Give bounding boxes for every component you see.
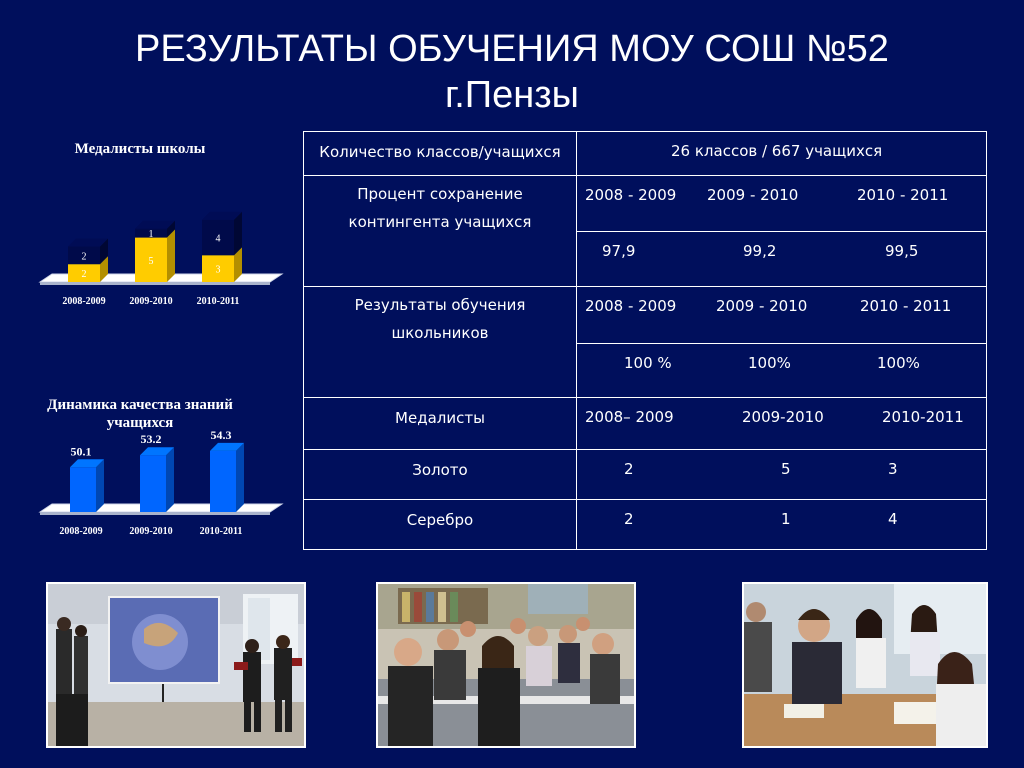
medalists-chart-title: Медалисты школы bbox=[74, 141, 206, 157]
quality-tick-label-3: 2010-2011 bbox=[199, 526, 243, 537]
medalists-tick-label-2: 2009-2010 bbox=[129, 296, 173, 307]
quality-tick-label-1: 2008-2009 bbox=[59, 526, 103, 537]
table-row-results bbox=[304, 287, 987, 344]
retention-value-3: 99,5 bbox=[885, 242, 919, 260]
quality-data-label-1: 50.1 bbox=[70, 444, 92, 459]
quality-tick-label-2: 2009-2010 bbox=[129, 526, 173, 537]
quality-data-label-2: 53.2 bbox=[140, 432, 162, 447]
table-row-classes bbox=[304, 132, 987, 176]
gold-value-2: 5 bbox=[781, 460, 791, 478]
quality-bar-3 bbox=[210, 443, 244, 512]
group-work-photo-image bbox=[744, 584, 986, 746]
medalists-year-3: 2010-2011 bbox=[882, 408, 964, 426]
medalists-data-label-silver-3: 4 bbox=[215, 233, 221, 245]
retention-year-2: 2009 - 2010 bbox=[707, 186, 799, 204]
classroom-photo-image bbox=[378, 584, 634, 746]
chart-floor-edge bbox=[40, 282, 270, 285]
medalists-bar-silver-3 bbox=[202, 212, 242, 256]
silver-value-2: 1 bbox=[781, 510, 791, 528]
retention-year-3: 2010 - 2011 bbox=[857, 186, 949, 204]
retention-year-1: 2008 - 2009 bbox=[585, 186, 677, 204]
quality-bar-1 bbox=[70, 459, 104, 512]
results-label bbox=[304, 287, 577, 398]
quality-chart-title: Динамика качества знаний учащихся bbox=[47, 397, 233, 431]
medalists-tick-label-3: 2010-2011 bbox=[196, 296, 240, 307]
photo-classroom bbox=[376, 582, 636, 748]
retention-label bbox=[304, 176, 577, 287]
classes-label: Количество классов/учащихся bbox=[304, 132, 577, 176]
medalists-data-label-gold-2: 5 bbox=[148, 255, 154, 267]
classes-value: 26 классов / 667 учащихся bbox=[671, 142, 883, 160]
table-row-medalists bbox=[304, 398, 987, 450]
silver-label: Серебро bbox=[304, 500, 577, 550]
results-label-line-2: школьников bbox=[391, 324, 489, 342]
medalists-year-2: 2009-2010 bbox=[742, 408, 824, 426]
retention-label-line-1: Процент сохранение bbox=[357, 185, 523, 203]
quality-bar-2 bbox=[140, 447, 174, 512]
table-row-silver bbox=[304, 500, 987, 550]
results-value-2: 100% bbox=[748, 354, 791, 372]
retention-value-2: 99,2 bbox=[743, 242, 777, 260]
medalists-year-1: 2008– 2009 bbox=[585, 408, 674, 426]
results-year-1: 2008 - 2009 bbox=[585, 297, 677, 315]
silver-value-3: 4 bbox=[888, 510, 898, 528]
table-row-gold bbox=[304, 450, 987, 500]
photo-presentation bbox=[46, 582, 306, 748]
retention-label-line-2: контингента учащихся bbox=[348, 213, 532, 231]
retention-value-1: 97,9 bbox=[602, 242, 636, 260]
gold-value-1: 2 bbox=[624, 460, 634, 478]
medalists-tick-label-1: 2008-2009 bbox=[62, 296, 106, 307]
medalists-data-label-silver-1: 2 bbox=[81, 251, 87, 263]
results-value-1: 100 % bbox=[624, 354, 672, 372]
medalists-data-label-silver-2: 1 bbox=[148, 229, 154, 241]
gold-label: Золото bbox=[304, 450, 577, 500]
medalists-label: Медалисты bbox=[304, 398, 577, 450]
table-row-retention bbox=[304, 176, 987, 232]
quality-data-label-3: 54.3 bbox=[210, 427, 232, 442]
chart-floor-edge bbox=[40, 512, 270, 515]
results-year-2: 2009 - 2010 bbox=[716, 297, 808, 315]
gold-value-3: 3 bbox=[888, 460, 898, 478]
results-table bbox=[303, 131, 987, 550]
results-label-line-1: Результаты обучения bbox=[354, 296, 526, 314]
results-year-3: 2010 - 2011 bbox=[860, 297, 952, 315]
photo-group-work bbox=[742, 582, 988, 748]
presentation-photo-image bbox=[48, 584, 304, 746]
medalists-data-label-gold-3: 3 bbox=[215, 264, 221, 276]
medalists-bar-silver-1 bbox=[68, 238, 108, 264]
medalists-chart bbox=[30, 190, 290, 315]
quality-chart bbox=[30, 427, 290, 545]
slide-title bbox=[0, 26, 1024, 118]
title-line-2: г.Пензы bbox=[445, 74, 579, 116]
medalists-bar-silver-2 bbox=[135, 221, 175, 241]
medalists-data-label-gold-1: 2 bbox=[81, 269, 87, 281]
results-value-3: 100% bbox=[877, 354, 920, 372]
title-line-1: РЕЗУЛЬТАТЫ ОБУЧЕНИЯ МОУ СОШ №52 bbox=[135, 28, 889, 70]
silver-value-1: 2 bbox=[624, 510, 634, 528]
